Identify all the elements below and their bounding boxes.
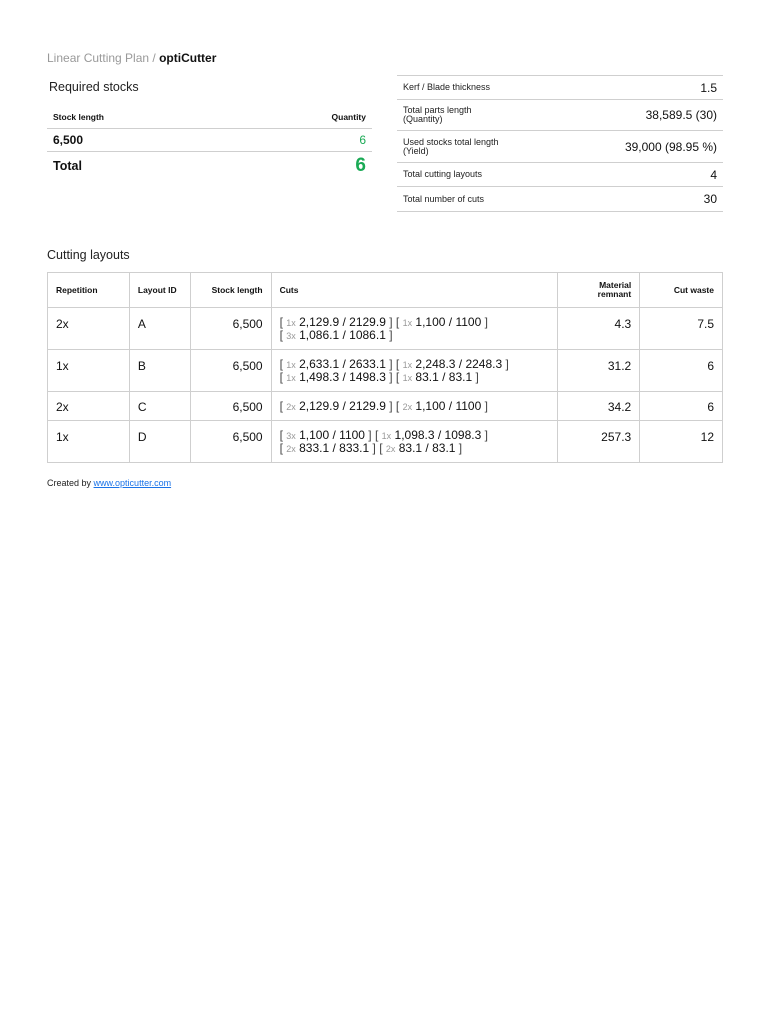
required-stocks-table [47,106,372,180]
material-remnant-cell: 257.3 [558,421,640,463]
cut-length: 1,086.1 / 1086.1 [299,328,386,342]
cut-length: 1,498.3 / 1498.3 [299,370,386,384]
summary-label: Total parts length (Quantity) [397,100,563,131]
cut-length: 1,100 / 1100 [415,399,482,413]
cut-length: 83.1 / 83.1 [415,370,473,384]
layouts-body [48,308,723,463]
cut-multiplier: 1x [381,431,392,441]
cut-multiplier: 1x [402,373,413,383]
cutting-layouts-title: Cutting layouts [47,248,130,262]
stock-length-value: 6,500 [47,129,234,152]
brand-name: optiCutter [159,51,217,65]
cut-length: 2,129.9 / 2129.9 [299,315,386,329]
stock-quantity-value: 6 [234,129,372,152]
cut-segment: [ 1x 1,498.3 / 1498.3 ] [279,370,393,384]
cut-line [280,371,550,384]
repetition-cell: 2x [48,392,130,421]
stock-total-label: Total [53,159,82,173]
cut-segment: [ 3x 1,100 / 1100 ] [279,428,372,442]
col-cuts: Cuts [271,273,558,308]
cut-length: 833.1 / 833.1 [299,441,370,455]
cut-segment: [ 2x 833.1 / 833.1 ] [279,441,376,455]
page-title-prefix: Linear Cutting Plan / [47,51,156,65]
opticutter-link[interactable]: www.opticutter.com [93,478,172,488]
stock-length-cell: 6,500 [190,350,271,392]
cut-segment: [ 1x 1,100 / 1100 ] [395,315,488,329]
cut-multiplier: 2x [286,402,296,412]
cut-waste-cell: 6 [640,392,723,421]
cut-multiplier: 3x [286,331,296,341]
stock-length-cell: 6,500 [190,421,271,463]
cut-multiplier: 3x [286,431,296,441]
layout-id-cell: D [129,421,190,463]
cut-segment: [ 1x 2,129.9 / 2129.9 ] [279,315,393,329]
summary-row-used-stocks [397,131,723,163]
cut-length: 1,100 / 1100 [415,315,482,329]
cut-segment: [ 2x 1,100 / 1100 ] [395,399,488,413]
col-quantity: Quantity [234,106,372,129]
cut-multiplier: 1x [402,360,413,370]
cut-multiplier: 1x [286,360,296,370]
summary-row-parts-length [397,100,723,131]
cut-multiplier: 1x [286,373,296,383]
cut-segment: [ 3x 1,086.1 / 1086.1 ] [279,328,393,342]
cut-length: 1,098.3 / 1098.3 [394,428,482,442]
material-remnant-cell: 4.3 [558,308,640,350]
footer [47,478,171,488]
summary-table [397,75,723,212]
layout-id-cell: C [129,392,190,421]
cut-waste-cell: 6 [640,350,723,392]
summary-value: 4 [563,163,723,187]
cuts-cell [271,308,558,350]
col-stock-length: Stock length [190,273,271,308]
summary-value: 1.5 [563,76,723,100]
table-row [48,350,723,392]
cut-segment: [ 2x 2,129.9 / 2129.9 ] [279,399,393,413]
cut-segment: [ 2x 83.1 / 83.1 ] [379,441,463,455]
repetition-cell: 2x [48,308,130,350]
summary-value: 39,000 (98.95 %) [563,131,723,163]
stock-row [47,129,372,152]
layout-id-cell: B [129,350,190,392]
cut-line [280,400,550,413]
page-title [47,51,216,65]
cut-waste-cell: 7.5 [640,308,723,350]
table-row [48,308,723,350]
summary-label: Kerf / Blade thickness [397,76,563,100]
col-material-remnant: Material remnant [558,273,640,308]
stock-length-cell: 6,500 [190,392,271,421]
repetition-cell: 1x [48,421,130,463]
stock-total-row [47,152,372,181]
cut-length: 2,129.9 / 2129.9 [299,399,386,413]
cut-line [280,442,550,455]
table-row [48,421,723,463]
cut-waste-cell: 12 [640,421,723,463]
cut-segment: [ 1x 83.1 / 83.1 ] [395,370,479,384]
cut-line [280,329,550,342]
summary-label: Total cutting layouts [397,163,563,187]
footer-prefix: Created by [47,478,92,488]
required-stocks-section [47,80,372,180]
required-stocks-header-row [47,106,372,129]
material-remnant-cell: 34.2 [558,392,640,421]
summary-value: 30 [563,187,723,212]
summary-row-cutting-layouts [397,163,723,187]
cut-segment: [ 1x 2,633.1 / 2633.1 ] [279,357,393,371]
cut-multiplier: 2x [402,402,413,412]
cutting-layouts-table [47,272,723,463]
col-cut-waste: Cut waste [640,273,723,308]
table-row [48,392,723,421]
cut-multiplier: 1x [402,318,413,328]
cut-length: 2,633.1 / 2633.1 [299,357,386,371]
layout-id-cell: A [129,308,190,350]
cut-length: 83.1 / 83.1 [398,441,456,455]
required-stocks-title: Required stocks [49,80,139,94]
cut-length: 1,100 / 1100 [299,428,365,442]
cut-length: 2,248.3 / 2248.3 [415,357,503,371]
stock-total-value: 6 [355,155,366,176]
cuts-cell [271,421,558,463]
summary-value: 38,589.5 (30) [563,100,723,131]
summary-row-kerf [397,76,723,100]
stock-length-cell: 6,500 [190,308,271,350]
col-layout-id: Layout ID [129,273,190,308]
summary-label: Total number of cuts [397,187,563,212]
layouts-header-row [48,273,723,308]
col-stock-length: Stock length [47,106,234,129]
summary-label: Used stocks total length (Yield) [397,131,563,163]
cut-segment: [ 1x 2,248.3 / 2248.3 ] [395,357,509,371]
cuts-cell [271,392,558,421]
cut-multiplier: 2x [286,444,296,454]
col-repetition: Repetition [48,273,130,308]
summary-row-number-of-cuts [397,187,723,212]
cut-segment: [ 1x 1,098.3 / 1098.3 ] [374,428,488,442]
cuts-cell [271,350,558,392]
repetition-cell: 1x [48,350,130,392]
cut-multiplier: 1x [286,318,296,328]
cut-multiplier: 2x [385,444,396,454]
material-remnant-cell: 31.2 [558,350,640,392]
